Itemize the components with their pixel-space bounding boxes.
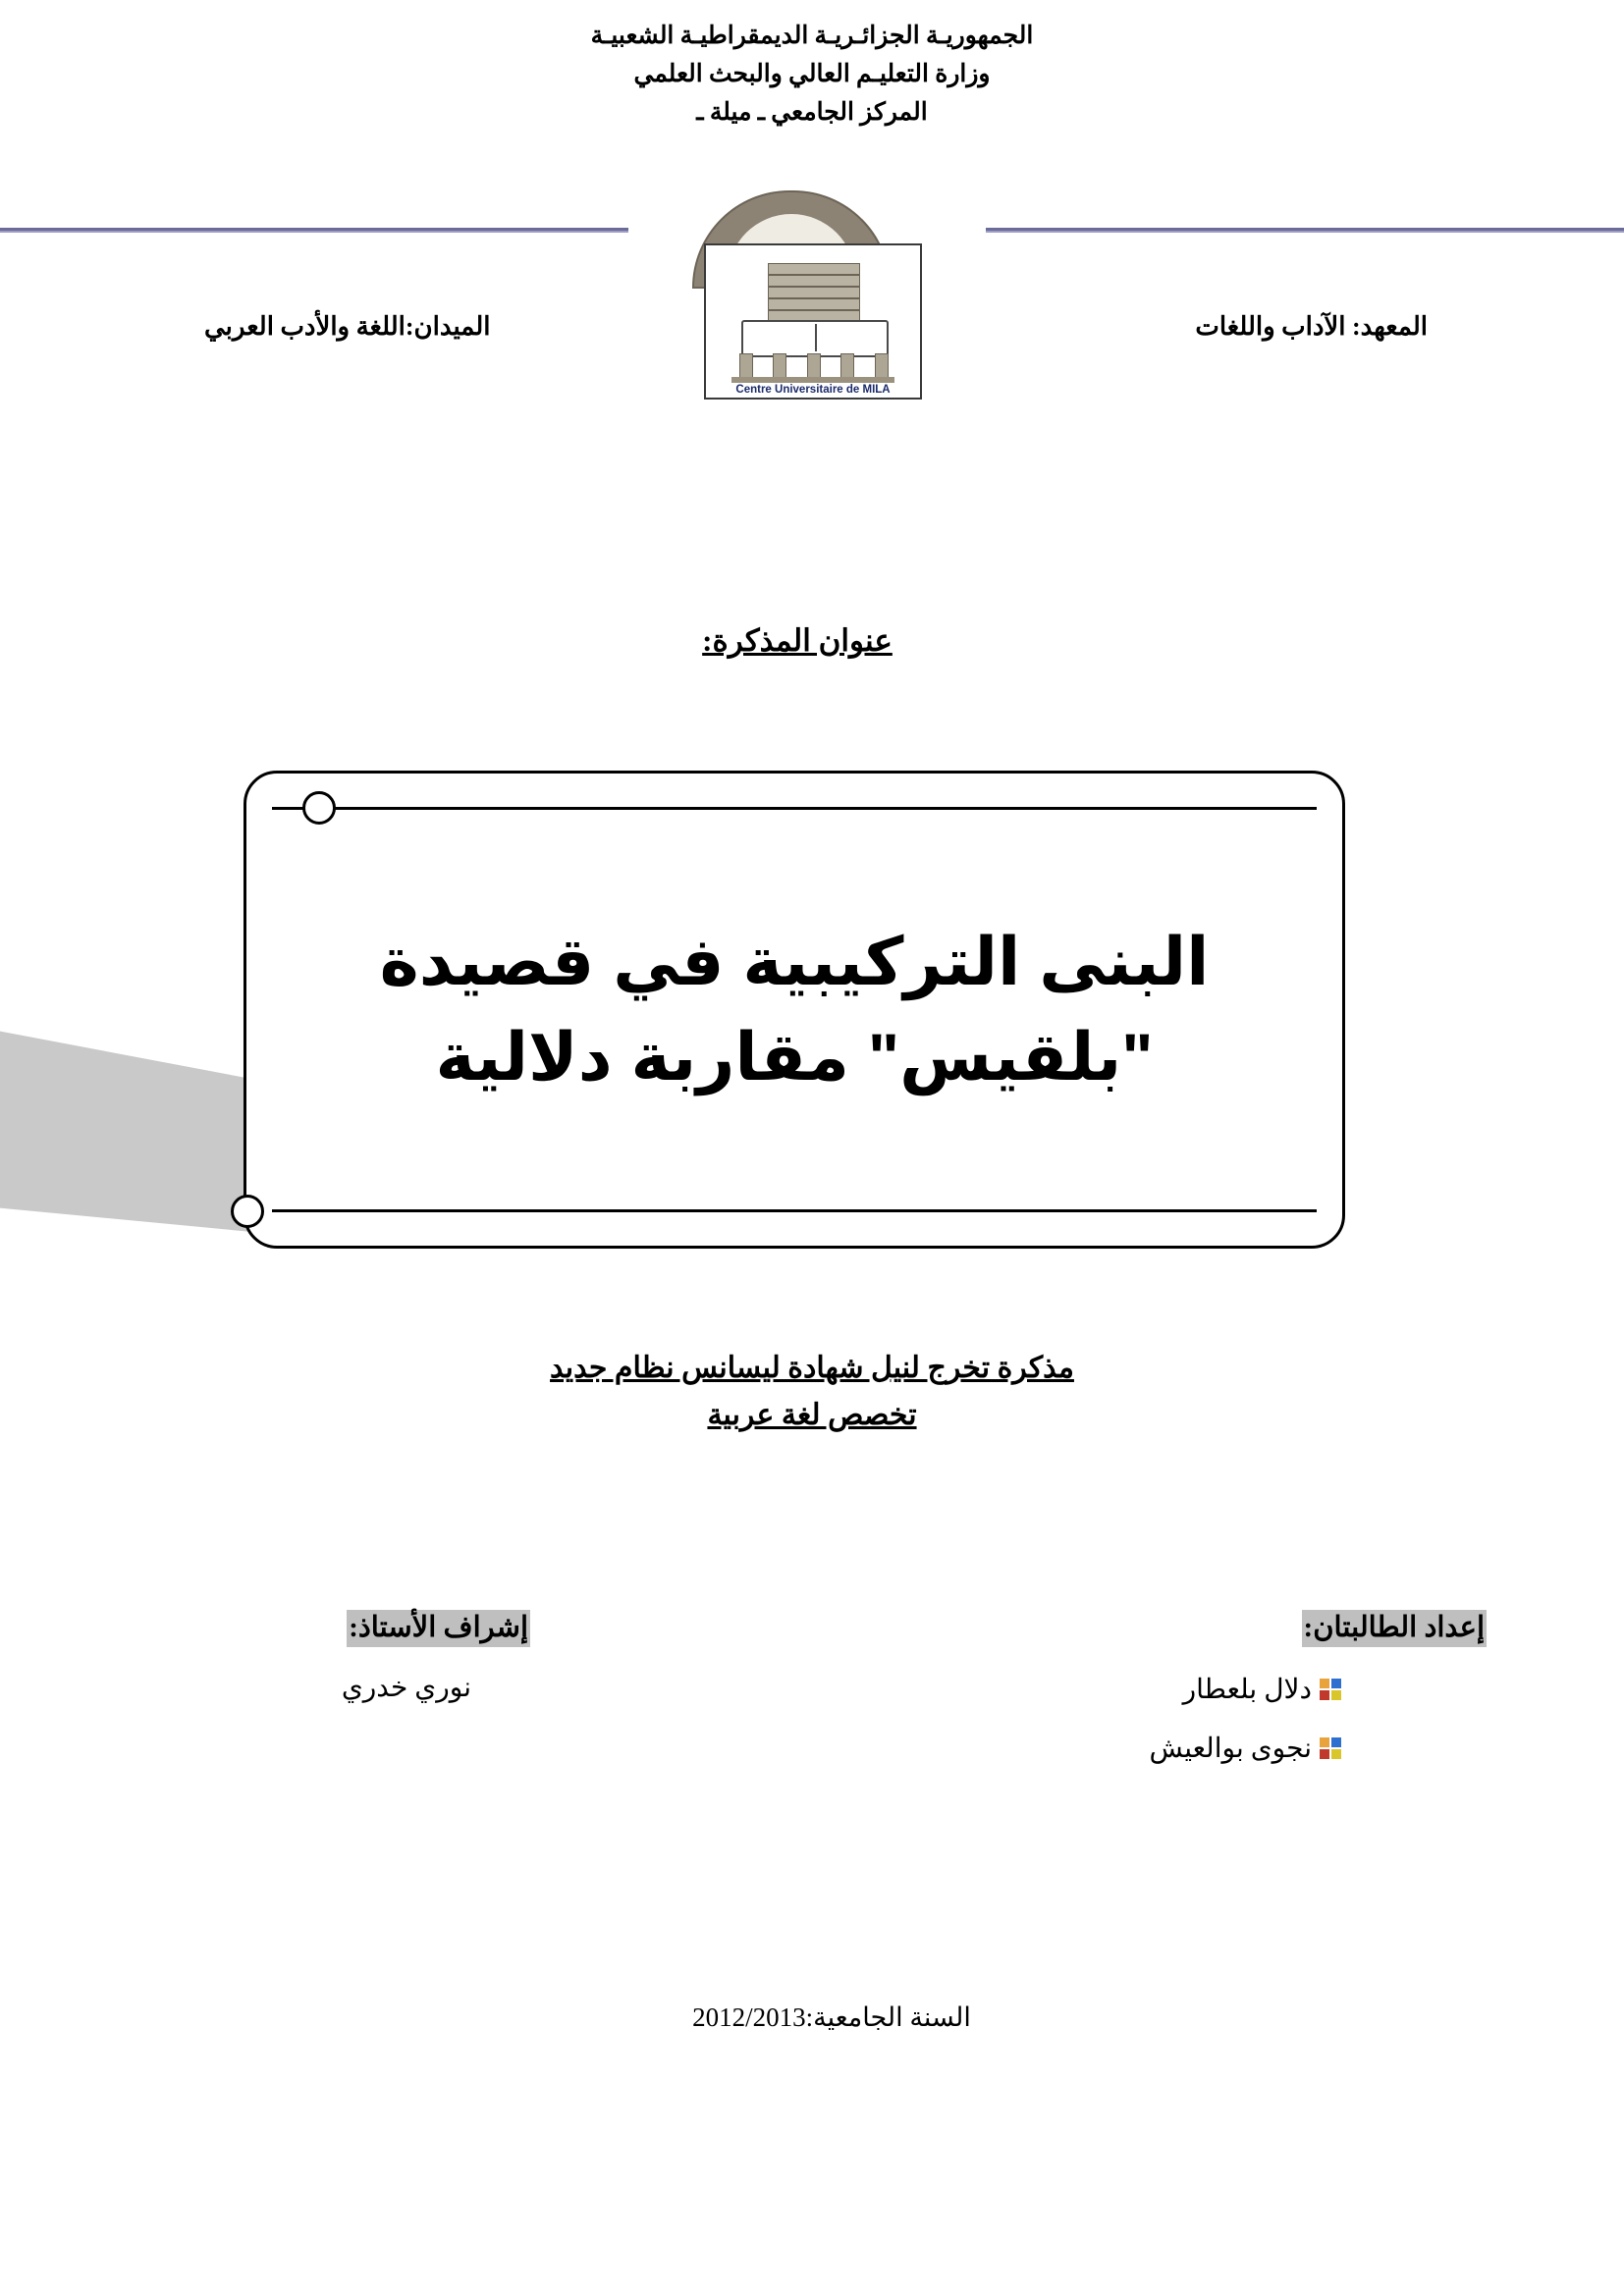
author-name: دلال بلعطار	[1182, 1674, 1312, 1705]
banner-curl-bottom-icon	[231, 1195, 264, 1228]
document-header	[0, 18, 1624, 132]
banner-top-rule	[272, 807, 1317, 810]
thesis-title-line-2: "بلقيس" مقاربة دلالية	[435, 1019, 1154, 1095]
thesis-title	[288, 832, 1301, 1187]
banner-bottom-rule	[272, 1209, 1317, 1212]
memo-title-label: عنوان المذكرة:	[702, 623, 893, 658]
academic-year: السنة الجامعية:2012/2013	[692, 2002, 971, 2032]
supervisor-name: نوري خدري	[341, 1672, 471, 1703]
field-label: الميدان:اللغة والأدب العربي	[204, 312, 491, 341]
supervisor-section	[118, 1610, 530, 1704]
authors-section	[897, 1610, 1487, 1765]
logo-caption: Centre Universitaire de MILA	[735, 384, 891, 396]
header-line-center: المركز الجامعي ـ ميلة ـ	[696, 98, 928, 126]
thesis-title-line-1: البنى التركيبية في قصيدة	[379, 924, 1210, 999]
logo-pillars-icon	[739, 353, 887, 379]
header-line-ministry: وزارة التعليـم العالي والبحث العلمي	[633, 60, 991, 87]
logo-base	[731, 377, 894, 383]
title-banner	[244, 771, 1345, 1249]
header-divider-left	[0, 228, 628, 231]
author-name: نجوى بوالعيش	[1149, 1733, 1312, 1764]
list-item	[897, 1673, 1487, 1706]
bullet-square-icon	[1320, 1679, 1341, 1700]
institute-field-row	[0, 312, 1624, 351]
institute-label: المعهد: الآداب واللغات	[1195, 312, 1428, 341]
authors-heading: إعداد الطالبتان:	[1302, 1610, 1487, 1647]
bullet-square-icon	[1320, 1737, 1341, 1759]
degree-line-2: تخصص لغة عربية	[707, 1399, 917, 1431]
degree-line-1: مذكرة تخرج لنيل شهادة ليسانس نظام جديد	[550, 1352, 1074, 1384]
banner-curl-top-icon	[302, 791, 336, 825]
degree-statement	[0, 1345, 1624, 1439]
header-divider-right	[986, 228, 1624, 231]
list-item	[897, 1732, 1487, 1765]
header-line-country: الجمهوريـة الجزائـريـة الديمقراطيـة الشعبيـة	[590, 23, 1034, 49]
supervisor-heading: إشراف الأستاذ:	[347, 1610, 530, 1647]
